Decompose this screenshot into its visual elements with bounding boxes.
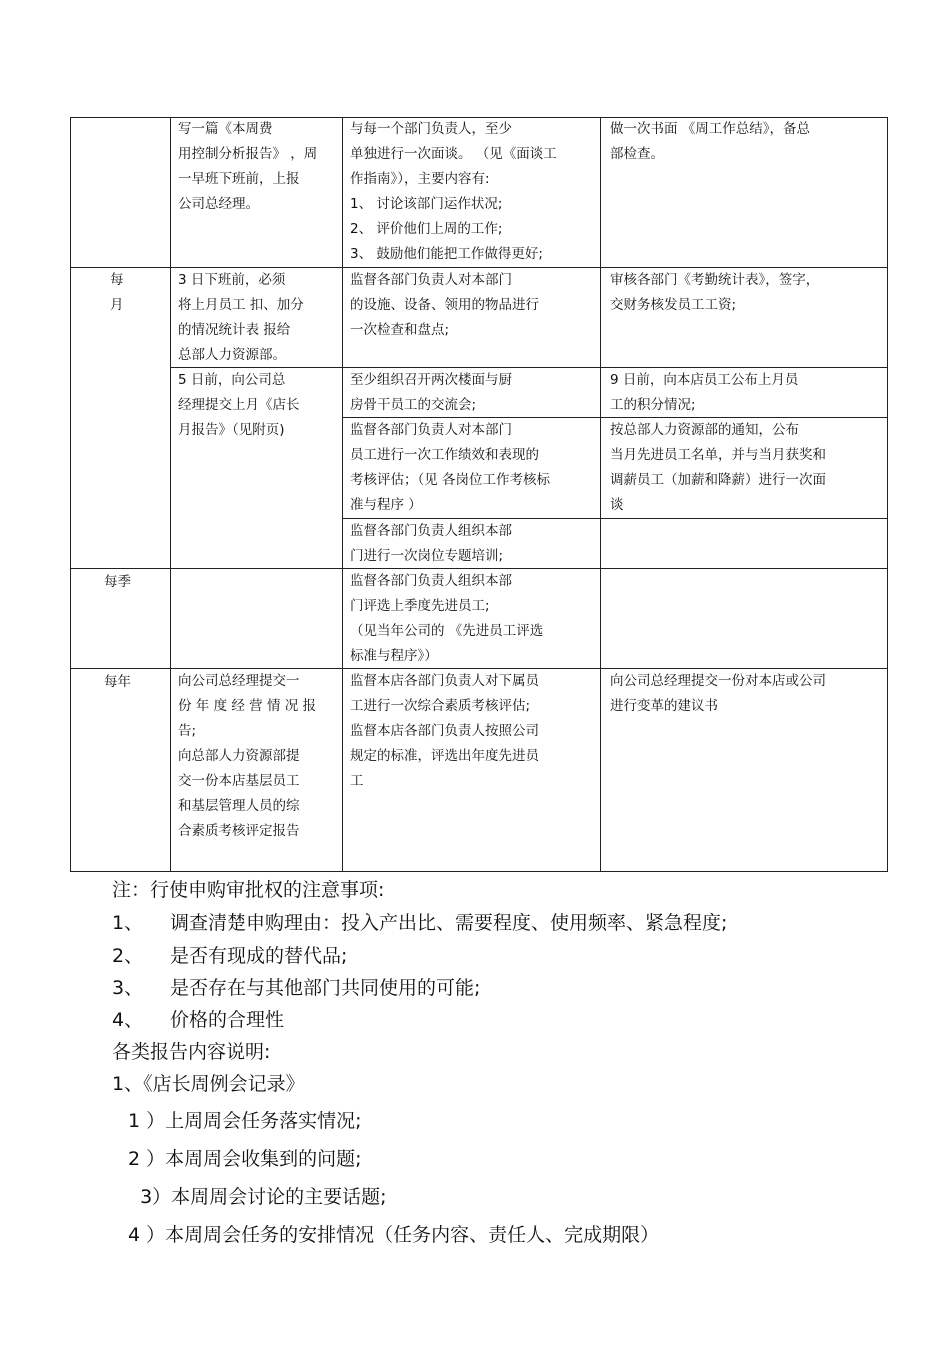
note-item	[112, 1004, 284, 1036]
note-item-number: 2、	[112, 945, 144, 967]
report-title: 1、《店长周例会记录》	[112, 1073, 305, 1095]
weekly-cell-col3: 做一次书面 《周工作总结》，备总 部检查。	[610, 121, 811, 162]
reports-heading: 各类报告内容说明:	[112, 1041, 271, 1063]
table-border-right	[887, 117, 888, 872]
note-item	[112, 972, 480, 1004]
note-item	[112, 940, 347, 972]
table-col-divider-1	[170, 117, 171, 872]
note-item-number: 3、	[112, 977, 144, 999]
note-item-text: 价格的合理性	[170, 1009, 285, 1031]
monthly-b-col3: 9 日前，向本店员工公布上月员 工的积分情况;	[610, 372, 799, 413]
monthly-a-col1: 3 日下班前，必须 将上月员工 扣、加分 的情况统计表 报给 总部人力资源部。	[178, 272, 304, 363]
report-item: 3）本周周会讨论的主要话题;	[128, 1186, 387, 1208]
yearly-col3: 向公司总经理提交一份对本店或公司 进行变革的建议书	[610, 673, 826, 714]
responsibility-table	[70, 117, 888, 872]
weekly-cell-col1: 写一篇《本周费 用控制分析报告》 ，周 一早班下班前，上报 公司总经理。	[178, 121, 318, 212]
period-year-label: 每年	[104, 674, 131, 690]
monthly-b-col2: 至少组织召开两次楼面与厨 房骨干员工的交流会;	[350, 372, 512, 413]
yearly-col2: 监督本店各部门负责人对下属员 工进行一次综合素质考核评估; 监督本店各部门负责人按照公司 规定的标准，评选出年度先进员 工	[350, 673, 539, 789]
monthly-c-col2: 监督各部门负责人对本部门 员工进行一次工作绩效和表现的 考核评估；（见 各岗位工作考核标 准与程序 ）	[350, 422, 551, 513]
note-item-number: 4、	[112, 1009, 144, 1031]
report-item: 4 ）本周周会任务的安排情况（任务内容、责任人、完成期限）	[122, 1224, 660, 1246]
yearly-col1: 向公司总经理提交一 份 年 度 经 营 情 况 报 告; 向总部人力资源部提 交一份本店基层员工 和基层管理人员的综 合素质考核评定报告	[178, 673, 317, 839]
report-item: 2 ）本周周会收集到的问题;	[122, 1148, 362, 1170]
note-item	[112, 907, 727, 939]
report-item: 1 ）上周周会任务落实情况;	[122, 1110, 362, 1132]
notes-heading: 注：行使申购审批权的注意事项:	[112, 879, 385, 901]
table-col-divider-3	[600, 117, 601, 872]
period-month-label: 每 月	[110, 272, 124, 313]
monthly-c-col3: 按总部人力资源部的通知，公布 当月先进员工名单，并与当月获奖和 调薪员工（加薪和降薪）进行一次面 谈	[610, 422, 826, 513]
period-quarter-label: 每季	[104, 574, 131, 590]
monthly-a-col3: 审核各部门《考勤统计表》，签字， 交财务核发员工工资;	[610, 272, 820, 313]
note-item-text: 是否有现成的替代品;	[170, 945, 348, 967]
note-item-text: 是否存在与其他部门共同使用的可能;	[170, 977, 481, 999]
note-item-text: 调查清楚申购理由：投入产出比、需要程度、使用频率、紧急程度;	[170, 912, 728, 934]
monthly-a-col2: 监督各部门负责人对本部门 的设施、设备、领用的物品进行 一次检查和盘点;	[350, 272, 539, 338]
monthly-b-col1: 5 日前，向公司总 经理提交上月《店长 月报告》（见附页)	[178, 372, 300, 438]
table-border-bottom	[70, 871, 888, 872]
note-item-number: 1、	[112, 912, 144, 934]
weekly-cell-col2: 与每一个部门负责人，至少 单独进行一次面谈。 （见《面谈工 作指南》），主要内容有: 1、 讨论该部门运作状况; 2、 评价他们上周的工作; 3、 鼓励他们能把工作做得更好;	[350, 121, 557, 262]
monthly-d-col2: 监督各部门负责人组织本部 门进行一次岗位专题培训;	[350, 523, 512, 564]
table-col-divider-2	[342, 117, 343, 872]
table-border-left	[70, 117, 71, 872]
quarterly-col2: 监督各部门负责人组织本部 门评选上季度先进员工; （见当年公司的 《先进员工评选 标准与程序》）	[350, 573, 544, 664]
